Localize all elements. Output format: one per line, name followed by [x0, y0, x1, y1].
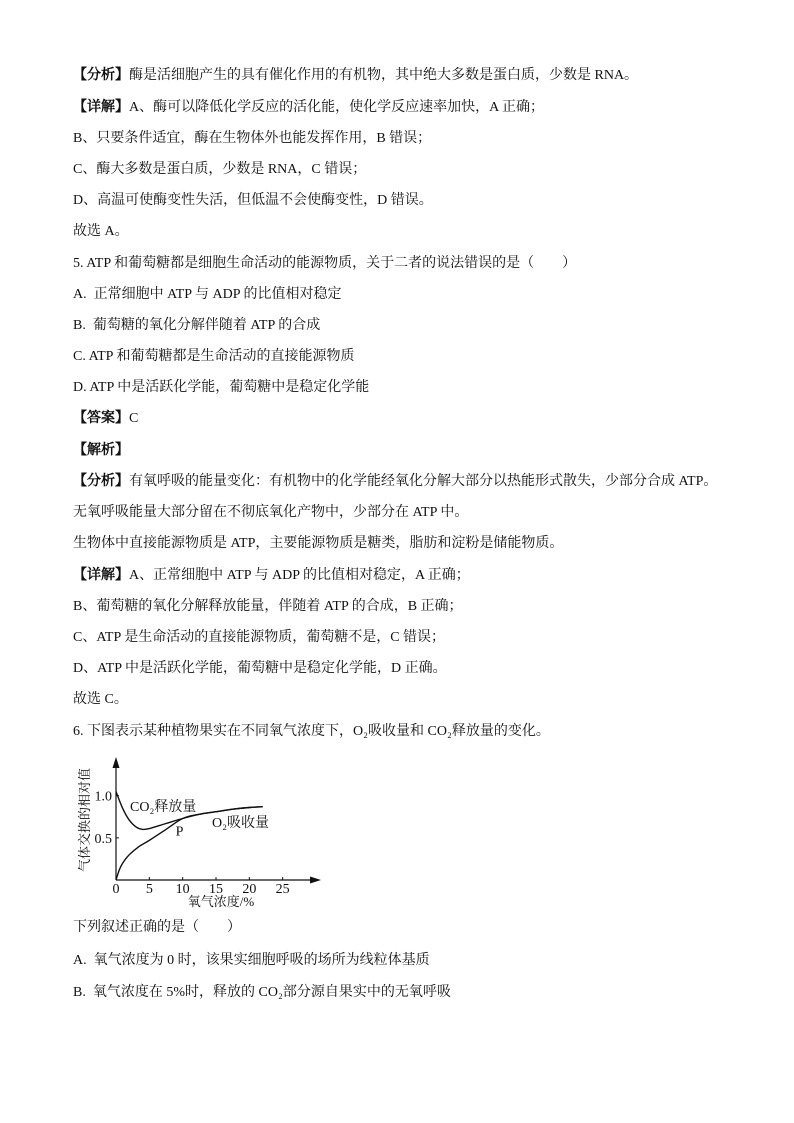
- q5-detail-line-a: [73, 566, 470, 586]
- analysis-tag: 【分析】: [73, 474, 129, 489]
- annotation-point-label: P: [175, 824, 184, 840]
- x-tick-label: 15: [209, 882, 223, 897]
- detail-text: B、葡萄糖的氧化分解释放能量，伴随着 ATP 的合成，B 正确；: [73, 599, 463, 614]
- y-axis-arrow: [113, 757, 120, 768]
- analysis-text: 有氧呼吸的能量变化：有机物中的化学能经氧化分解大部分以热能形式散失，少部分合成 ATP。: [129, 474, 718, 489]
- x-axis-arrow: [310, 877, 321, 884]
- conclusion-text: 故选 C。: [73, 692, 128, 707]
- q6-option-b: [73, 983, 451, 1003]
- series-label-co2: CO₂释放量: [130, 800, 197, 815]
- q5-explanation-heading: [73, 441, 129, 461]
- analysis-text: 无氧呼吸能量大部分留在不彻底氧化产物中，少部分在 ATP 中。: [73, 505, 469, 520]
- gas-exchange-chart: [0, 745, 340, 915]
- q5-stem: [73, 254, 576, 274]
- analysis-text: 生物体中直接能源物质是 ATP，主要能源物质是糖类，脂肪和淀粉是储能物质。: [73, 536, 564, 551]
- explanation-tag: 【解析】: [73, 443, 129, 458]
- detail-text: C、ATP 是生命活动的直接能源物质，葡萄糖不是，C 错误；: [73, 630, 446, 645]
- q5-option-a: [73, 285, 341, 305]
- q6-stem: [73, 722, 550, 742]
- question-stem: 5. ATP 和葡萄糖都是细胞生命活动的能源物质，关于二者的说法错误的是（ ）: [73, 256, 577, 271]
- x-tick-label: 25: [275, 882, 290, 897]
- x-tick-label: 10: [175, 882, 190, 897]
- q5-detail-line-b: [73, 597, 463, 617]
- detail-text: D、ATP 中是活跃化学能，葡萄糖中是稳定化学能，D 正确。: [73, 661, 447, 676]
- q4-detail-line-c: [73, 160, 366, 180]
- q5-analysis-line-2: [73, 503, 468, 523]
- y-tick-label: 1.0: [94, 789, 112, 805]
- detail-text: A、正常细胞中 ATP 与 ADP 的比值相对稳定，A 正确；: [129, 568, 470, 583]
- option-text: A. 正常细胞中 ATP 与 ADP 的比值相对稳定: [73, 287, 342, 302]
- option-text: D. ATP 中是活跃化学能，葡萄糖中是稳定化学能: [73, 380, 370, 395]
- q4-conclusion: [73, 222, 129, 242]
- series-label-o2: O₂吸收量: [212, 816, 269, 831]
- answer-value: C: [129, 411, 139, 426]
- y-tick-label: 0.5: [94, 831, 112, 847]
- conclusion-text: 故选 A。: [73, 224, 129, 239]
- q5-detail-line-d: [73, 659, 447, 679]
- q5-detail-line-c: [73, 628, 445, 648]
- option-text: B. 氧气浓度在 5%时，释放的 CO₂部分源自果实中的无氧呼吸: [73, 985, 451, 1000]
- q5-option-d: [73, 378, 369, 398]
- detail-text: D、高温可使酶变性失活，但低温不会使酶变性，D 错误。: [73, 193, 433, 208]
- q5-conclusion: [73, 690, 128, 710]
- analysis-tag: 【分析】: [73, 68, 129, 83]
- detail-text: B、只要条件适宜，酶在生物体外也能发挥作用，B 错误；: [73, 131, 432, 146]
- x-tick-label: 5: [145, 882, 153, 897]
- q6-option-a: [73, 951, 430, 971]
- analysis-text: 酶是活细胞产生的具有催化作用的有机物，其中绝大多数是蛋白质，少数是 RNA。: [129, 68, 639, 83]
- q4-analysis-line: [73, 66, 638, 86]
- option-text: B. 葡萄糖的氧化分解伴随着 ATP 的合成: [73, 318, 321, 333]
- option-text: A. 氧气浓度为 0 时，该果实细胞呼吸的场所为线粒体基质: [73, 953, 430, 968]
- q4-detail-line-b: [73, 129, 431, 149]
- q4-detail-line-d: [73, 191, 433, 211]
- answer-tag: 【答案】: [73, 411, 129, 426]
- question-stem: 6. 下图表示某种植物果实在不同氧气浓度下，O₂吸收量和 CO₂释放量的变化。: [73, 724, 550, 739]
- detail-text: A、酶可以降低化学反应的活化能，使化学反应速率加快，A 正确；: [129, 100, 544, 115]
- q5-analysis-line-1: [73, 472, 717, 492]
- detail-text: C、酶大多数是蛋白质，少数是 RNA，C 错误；: [73, 162, 367, 177]
- q5-option-c: [73, 347, 354, 367]
- q5-analysis-line-3: [73, 534, 563, 554]
- q6-prompt: [73, 918, 241, 938]
- option-text: C. ATP 和葡萄糖都是生命活动的直接能源物质: [73, 349, 355, 364]
- detail-tag: 【详解】: [73, 568, 129, 583]
- detail-tag: 【详解】: [73, 100, 129, 115]
- q5-answer: [73, 409, 138, 429]
- q5-option-b: [73, 316, 320, 336]
- x-tick-label: 0: [112, 882, 120, 897]
- x-tick-label: 20: [242, 882, 257, 897]
- question-prompt: 下列叙述正确的是（ ）: [73, 920, 241, 935]
- x-axis-label: 氧气浓度/%: [187, 894, 255, 909]
- y-axis-label: 气体交换的相对值: [77, 767, 92, 873]
- q4-detail-line-a: [73, 98, 544, 118]
